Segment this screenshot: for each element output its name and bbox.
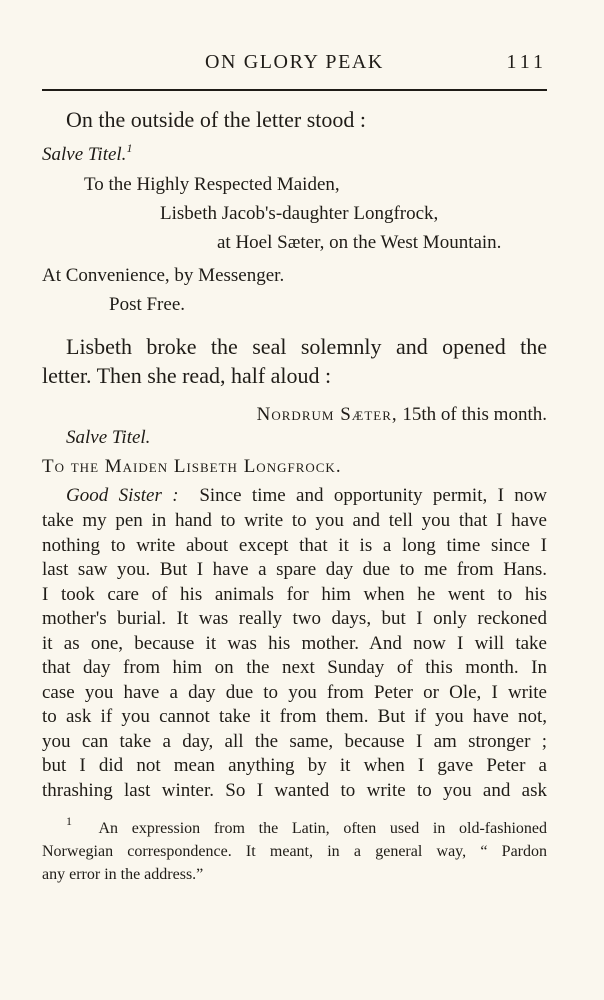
narrative-line-1: Lisbeth broke the seal solemnly and opened the (66, 334, 547, 359)
outside-salve (42, 143, 132, 167)
letter-line-13: thrashing last winter. So I wanted to write to you and ask (42, 780, 547, 801)
letter-line-10: to ask if you cannot take it from them. But if you have not, (42, 706, 547, 727)
convenience-line: At Convenience, by Messenger. (42, 265, 285, 286)
letter-salve: Salve Titel. (66, 427, 151, 448)
letter-line-7: it as one, because it was his mother. And now I will take (42, 633, 547, 654)
footnote-reference: 1 (126, 141, 133, 155)
footnote-line-3: any error in the address.” (42, 866, 204, 883)
running-header (42, 51, 547, 77)
footnote-line-2: Norwegian correspondence. It meant, in a general way, “ Pardon (42, 843, 547, 860)
letter-addressee: To the Maiden Lisbeth Longfrock. (42, 456, 342, 477)
header-rule (42, 89, 547, 91)
letter-greeting: Good Sister : (66, 485, 179, 506)
letter-line-5: I took care of his animals for him when he went to his (42, 584, 547, 605)
letter-place: Nordrum Sæter, (256, 404, 398, 425)
letter-date: 15th of this month. (397, 404, 547, 425)
post-free-line: Post Free. (109, 294, 185, 315)
letter-line-1 (66, 484, 547, 508)
footnote-line-1-text: An expression from the Latin, often used in old-fashioned (98, 820, 547, 837)
letter-dateline (257, 403, 547, 427)
outside-intro: On the outside of the letter stood : (66, 107, 366, 132)
letter-line-12: but I did not mean anything by it when I gave Peter a (42, 755, 547, 776)
address-line-1: To the Highly Respected Maiden, (84, 174, 340, 195)
letter-line-2: take my pen in hand to write to you and tell you that I have (42, 510, 547, 531)
footnote-marker: 1 (66, 814, 72, 828)
letter-line-8: that day from him on the next Sunday of this month. In (42, 657, 547, 678)
letter-line-3: nothing to write about except that it is a long time since I (42, 535, 547, 556)
letter-line-9: case you have a day due to you from Peter or Ole, I write (42, 682, 547, 703)
letter-line-1-text: Since time and opportunity permit, I now (199, 485, 548, 506)
letter-line-6: mother's burial. It was really two days, but I only reckoned (42, 608, 547, 629)
address-line-3: at Hoel Sæter, on the West Mountain. (217, 232, 502, 253)
page-number: 111 (506, 51, 547, 73)
outside-salve-text: Salve Titel. (42, 144, 127, 165)
address-line-2: Lisbeth Jacob's-daughter Longfrock, (160, 203, 439, 224)
letter-line-4: last saw you. But I have a spare day due to me from Hans. (42, 559, 547, 580)
footnote-line-1 (66, 814, 547, 840)
narrative-line-2: letter. Then she read, half aloud : (42, 363, 332, 388)
running-head-title: ON GLORY PEAK (205, 51, 384, 73)
letter-line-11: you can take a day, all the same, because I am stronger ; (42, 731, 547, 752)
